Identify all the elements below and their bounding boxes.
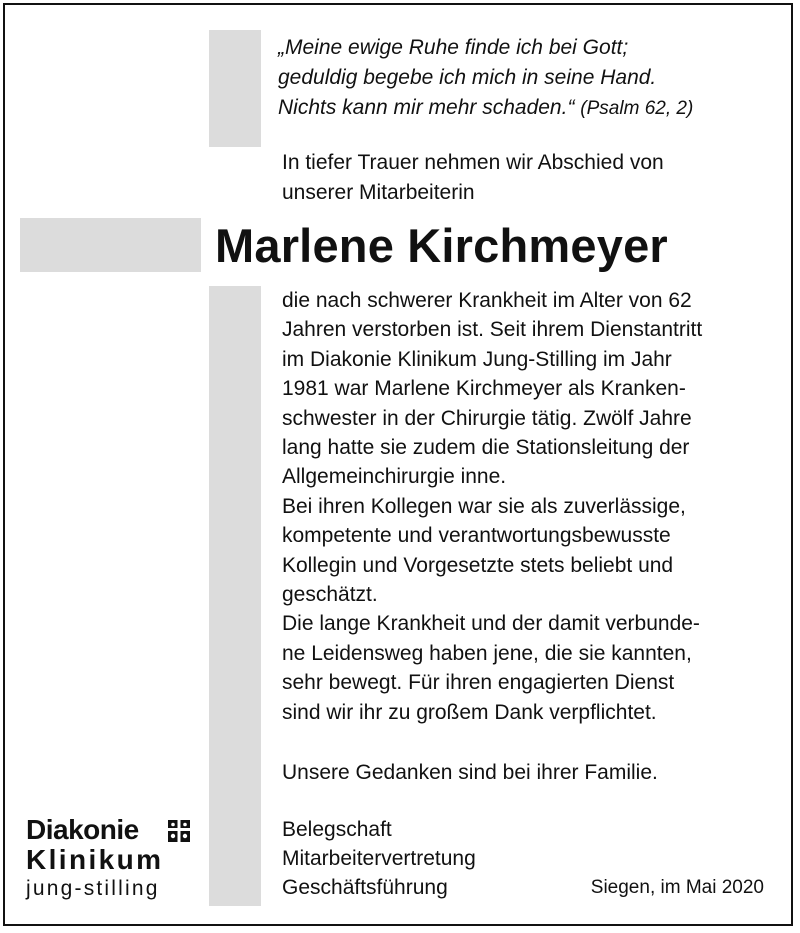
bible-quote: [278, 33, 778, 124]
body-line: Bei ihren Kollegen war sie als zuverlässige,: [282, 494, 686, 518]
intro-line: unserer Mitarbeiterin: [282, 181, 475, 204]
body-line: ne Leidensweg haben jene, die sie kannten,: [282, 641, 692, 665]
signatories: [282, 815, 476, 902]
body-line: geschätzt.: [282, 583, 378, 607]
quote-line: „Meine ewige Ruhe finde ich bei Gott;: [278, 36, 629, 59]
cross-horizontal-bar: [20, 218, 201, 272]
body-line: Jahren verstorben ist. Seit ihrem Dienstantritt: [282, 318, 703, 342]
quote-line: geduldig begebe ich mich in seine Hand.: [278, 66, 657, 89]
closing-line: Unsere Gedanken sind bei ihrer Familie.: [282, 761, 658, 784]
body-line: sehr bewegt. Für ihren engagierten Dienst: [282, 671, 675, 695]
body-line: kompetente und verantwortungsbewusste: [282, 524, 671, 548]
quote-line-text: Nichts kann mir mehr schaden.“: [278, 96, 575, 119]
body-line: 1981 war Marlene Kirchmeyer als Kranken-: [282, 377, 686, 401]
diakonie-klinikum-logo: [26, 815, 163, 903]
body-line: sind wir ihr zu großem Dank verpflichtet.: [282, 700, 657, 724]
cross-upper-bar: [209, 30, 261, 147]
body-line: Kollegin und Vorgesetzte stets beliebt und: [282, 553, 674, 577]
logo-line-jung-stilling: jung-stilling: [26, 877, 160, 900]
body-line: schwester in der Chirurgie tätig. Zwölf Jahre: [282, 406, 692, 430]
place-date: Siegen, im Mai 2020: [590, 877, 764, 898]
obituary-body: [282, 286, 782, 727]
body-line: die nach schwerer Krankheit im Alter von 62: [282, 289, 692, 312]
body-line: lang hatte sie zudem die Stationsleitung der: [282, 436, 690, 460]
quote-line: [278, 93, 778, 124]
quote-reference: (Psalm 62, 2): [580, 98, 694, 119]
signatory: Mitarbeitervertretung: [282, 847, 476, 870]
body-line: Allgemeinchirurgie inne.: [282, 465, 507, 489]
intro-line: In tiefer Trauer nehmen wir Abschied von: [282, 151, 664, 174]
signatory: Belegschaft: [282, 818, 392, 841]
logo-line-klinikum: Klinikum: [26, 844, 164, 875]
body-line: Die lange Krankheit und der damit verbunde-: [282, 612, 700, 636]
intro-text: [282, 148, 782, 208]
cross-lower-bar: [209, 286, 261, 906]
logo-line-diakonie: Diakonie: [26, 814, 139, 845]
deceased-name: Marlene Kirchmeyer: [215, 219, 668, 272]
body-line: im Diakonie Klinikum Jung-Stilling im Jahr: [282, 347, 672, 371]
diakonie-cross-icon: [168, 820, 190, 842]
signatory: Geschäftsführung: [282, 876, 448, 899]
